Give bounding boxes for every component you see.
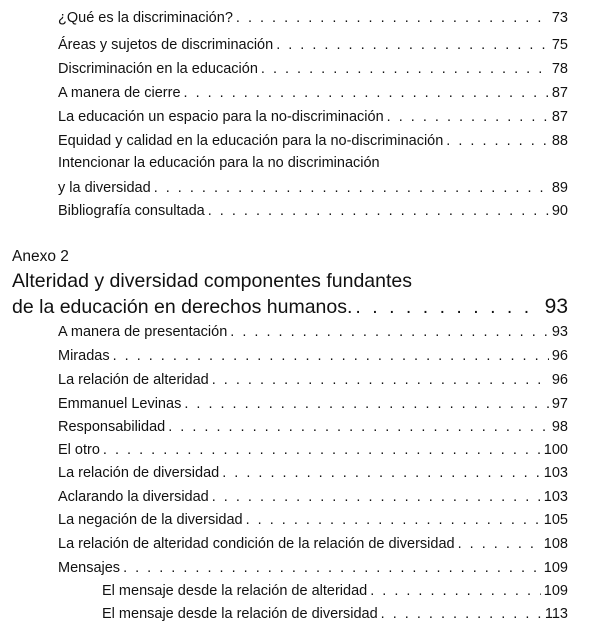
toc-entry-page: 90 <box>551 203 568 219</box>
toc-entry-title: La educación un espacio para la no-discriminación <box>58 109 384 125</box>
toc-entry <box>58 560 568 576</box>
dot-leader <box>246 512 541 528</box>
annex-page: 93 <box>544 295 568 318</box>
toc-entry <box>58 419 568 435</box>
toc-entry-page: 109 <box>543 583 568 599</box>
toc-entry <box>58 61 568 77</box>
dot-leader <box>168 419 549 435</box>
dot-leader <box>230 324 549 340</box>
toc-entry <box>58 396 568 412</box>
toc-entry-page: 103 <box>543 465 568 481</box>
toc-entry-title: Áreas y sujetos de discriminación <box>58 37 274 53</box>
toc-entry-title: La relación de alteridad <box>58 372 209 388</box>
toc-entry-title: y la diversidad <box>58 180 151 196</box>
dot-leader <box>261 61 549 77</box>
toc-entry-page: 87 <box>551 85 568 101</box>
toc-entry <box>58 489 568 505</box>
toc-entry <box>58 536 568 552</box>
annex-label: Anexo 2 <box>12 248 69 265</box>
toc-entry-page: 108 <box>543 536 568 552</box>
dot-leader <box>212 489 541 505</box>
dot-leader <box>222 465 541 481</box>
dot-leader <box>113 348 549 364</box>
toc-entry <box>58 37 568 53</box>
toc-entry <box>58 372 568 388</box>
toc-entry-page: 88 <box>551 133 568 149</box>
toc-entry-title: ¿Qué es la discriminación? <box>58 10 233 26</box>
toc-entry-page: 87 <box>551 109 568 125</box>
toc-entry-title: Equidad y calidad en la educación para la no-discriminación <box>58 133 444 149</box>
toc-entry-page: 103 <box>543 489 568 505</box>
dot-leader <box>276 37 549 53</box>
toc-entry-page: 96 <box>551 348 568 364</box>
toc-entry-title: A manera de presentación <box>58 324 228 340</box>
toc-entry-page: 89 <box>551 180 568 196</box>
toc-entry-title: La relación de alteridad condición de la relación de diversidad <box>58 536 455 552</box>
toc-subentry <box>102 583 568 599</box>
toc-entry-page: 96 <box>551 372 568 388</box>
toc-entry <box>58 133 568 149</box>
dot-leader <box>387 109 549 125</box>
toc-entry <box>58 348 568 364</box>
annex-title-row <box>12 295 568 319</box>
toc-entry-page: 73 <box>551 10 568 26</box>
toc-entry-page: 98 <box>551 419 568 435</box>
toc-entry <box>58 512 568 528</box>
toc-entry <box>58 324 568 340</box>
dot-leader <box>355 296 541 319</box>
toc-entry <box>58 85 568 101</box>
dot-leader <box>123 560 541 576</box>
toc-entry-title: Aclarando la diversidad <box>58 489 209 505</box>
toc-entry-title: A manera de cierre <box>58 85 181 101</box>
toc-entry-title: La negación de la diversidad <box>58 512 243 528</box>
toc-subentry <box>102 606 568 622</box>
toc-entry <box>58 442 568 458</box>
annex-title-line2: de la educación en derechos humanos. <box>12 296 353 318</box>
toc-entry <box>58 10 568 26</box>
dot-leader <box>446 133 549 149</box>
toc-entry-title: El mensaje desde la relación de alteridad <box>102 583 368 599</box>
toc-entry-title: Discriminación en la educación <box>58 61 258 77</box>
toc-entry-title: El mensaje desde la relación de diversidad <box>102 606 378 622</box>
toc-entry-page: 113 <box>544 606 568 622</box>
toc-entry <box>58 180 568 196</box>
toc-entry-page: 75 <box>551 37 568 53</box>
dot-leader <box>458 536 541 552</box>
dot-leader <box>208 203 549 219</box>
toc-entry <box>58 465 568 481</box>
toc-entry-title: La relación de diversidad <box>58 465 220 481</box>
toc-entry-title: Emmanuel Levinas <box>58 396 182 412</box>
toc-entry <box>58 203 568 219</box>
dot-leader <box>381 606 542 622</box>
toc-entry-page: 100 <box>543 442 568 458</box>
toc-entry-title: Responsabilidad <box>58 419 166 435</box>
toc-entry-title: Bibliografía consultada <box>58 203 205 219</box>
dot-leader <box>103 442 541 458</box>
toc-entry-title-line1: Intencionar la educación para la no discriminación <box>58 155 380 171</box>
toc-entry-page: 105 <box>543 512 568 528</box>
dot-leader <box>212 372 549 388</box>
dot-leader <box>370 583 541 599</box>
toc-entry <box>58 109 568 125</box>
toc-entry-page: 93 <box>551 324 568 340</box>
dot-leader <box>184 396 549 412</box>
toc-entry-page: 97 <box>551 396 568 412</box>
toc-entry-title: Miradas <box>58 348 110 364</box>
toc-entry-page: 78 <box>551 61 568 77</box>
toc-entry-title: El otro <box>58 442 100 458</box>
dot-leader <box>236 10 549 26</box>
toc-entry-page: 109 <box>543 560 568 576</box>
dot-leader <box>154 180 549 196</box>
toc-entry-title: Mensajes <box>58 560 121 576</box>
dot-leader <box>184 85 549 101</box>
annex-title-line1: Alteridad y diversidad componentes fundantes <box>12 270 412 292</box>
